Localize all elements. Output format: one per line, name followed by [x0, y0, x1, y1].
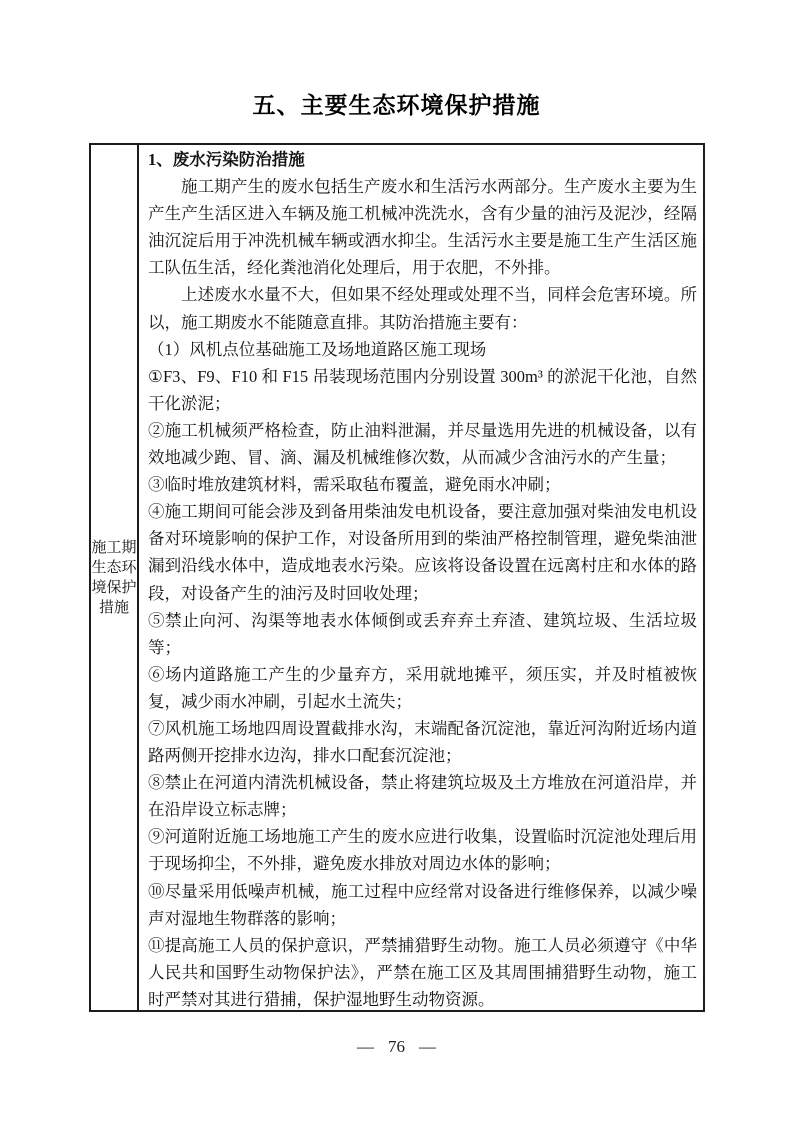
table-paragraph: ⑧禁止在河道内清洗机械设备，禁止将建筑垃圾及土方堆放在河道沿岸，并在沿岸设立标志牌；	[148, 773, 697, 820]
page-number: 76	[388, 1037, 405, 1056]
page-title: 五、主要生态环境保护措施	[252, 92, 541, 118]
content-cell	[139, 145, 703, 1010]
table-paragraph: ②施工机械须严格检查，防止油料泄漏，并尽量选用先进的机械设备，以有效地减少跑、冒、滴、漏及机械维修次数，从而减少含油污水的产生量；	[148, 420, 697, 468]
row-header-label-line: 生态环	[91, 559, 137, 576]
table-paragraph: ⑩尽量采用低噪声机械，施工过程中应经常对设备进行维修保养，以减少噪声对湿地生物群落的影响；	[148, 881, 697, 928]
table-paragraph: ⑪提高施工人员的保护意识，严禁捕猎野生动物。施工人员必须遵守《中华人民共和国野生动物保护法》，严禁在施工区及其周围捕猎野生动物，施工时严禁对其进行猎捕，保护湿地野生动物资源。	[148, 935, 697, 1009]
measures-table	[89, 143, 705, 1012]
table-paragraph: （1）风机点位基础施工及场地道路区施工现场	[148, 339, 487, 359]
row-header-label-line: 措施	[98, 599, 129, 616]
table-paragraph: ⑥场内道路施工产生的少量弃方，采用就地摊平，须压实，并及时植被恢复，减少雨水冲刷，引起水土流失；	[148, 664, 697, 711]
table-paragraph: ⑨河道附近施工场地施工产生的废水应进行收集，设置临时沉淀池处理后用于现场抑尘，不外排，避免废水排放对周边水体的影响；	[148, 827, 697, 874]
table-paragraph: ①F3、F9、F10 和 F15 吊装现场范围内分别设置 300m³ 的淤泥干化池，自然干化淤泥；	[148, 366, 697, 413]
footer-dash: —	[357, 1037, 374, 1056]
row-header-label-line: 施工期	[91, 539, 137, 556]
row-header-cell	[91, 145, 139, 1010]
footer-dash: —	[419, 1037, 436, 1056]
table-paragraph: 上述废水水量不大，但如果不经处理或处理不当，同样会危害环境。所以，施工期废水不能随意直排。其防治措施主要有：	[148, 285, 697, 332]
row-header-label-line: 境保护	[91, 579, 137, 596]
row-header-label	[91, 538, 137, 618]
section-heading: 1、废水污染防治措施	[148, 150, 305, 169]
table-paragraph: ③临时堆放建筑材料，需采取毡布覆盖，避免雨水冲刷；	[148, 475, 561, 495]
table-paragraph: ⑦风机施工场地四周设置截排水沟，末端配备沉淀池，靠近河沟附近场内道路两侧开挖排水边沟，排水口配套沉淀池；	[148, 718, 697, 766]
table-paragraph: ④施工期间可能会涉及到备用柴油发电机设备，要注意加强对柴油发电机设备对环境影响的保护工作，对设备所用到的柴油严格控制管理，避免柴油泄漏到沿线水体中，造成地表水污染。应该将设备设置在远离村庄和水体的路段，对设备产生的油污及时回收处理；	[148, 502, 697, 603]
page-footer	[0, 1037, 793, 1057]
table-paragraph: ⑤禁止向河、沟渠等地表水体倾倒或丢弃弃土弃渣、建筑垃圾、生活垃圾等；	[148, 610, 697, 657]
table-paragraph: 施工期产生的废水包括生产废水和生活污水两部分。生产废水主要为生产生产生活区进入车辆及施工机械冲洗洗水，含有少量的油污及泥沙，经隔油沉淀后用于冲洗机械车辆或洒水抑尘。生活污水主要是施工生产生活区施工队伍生活，经化粪池消化处理后，用于农肥，不外排。	[148, 177, 697, 278]
